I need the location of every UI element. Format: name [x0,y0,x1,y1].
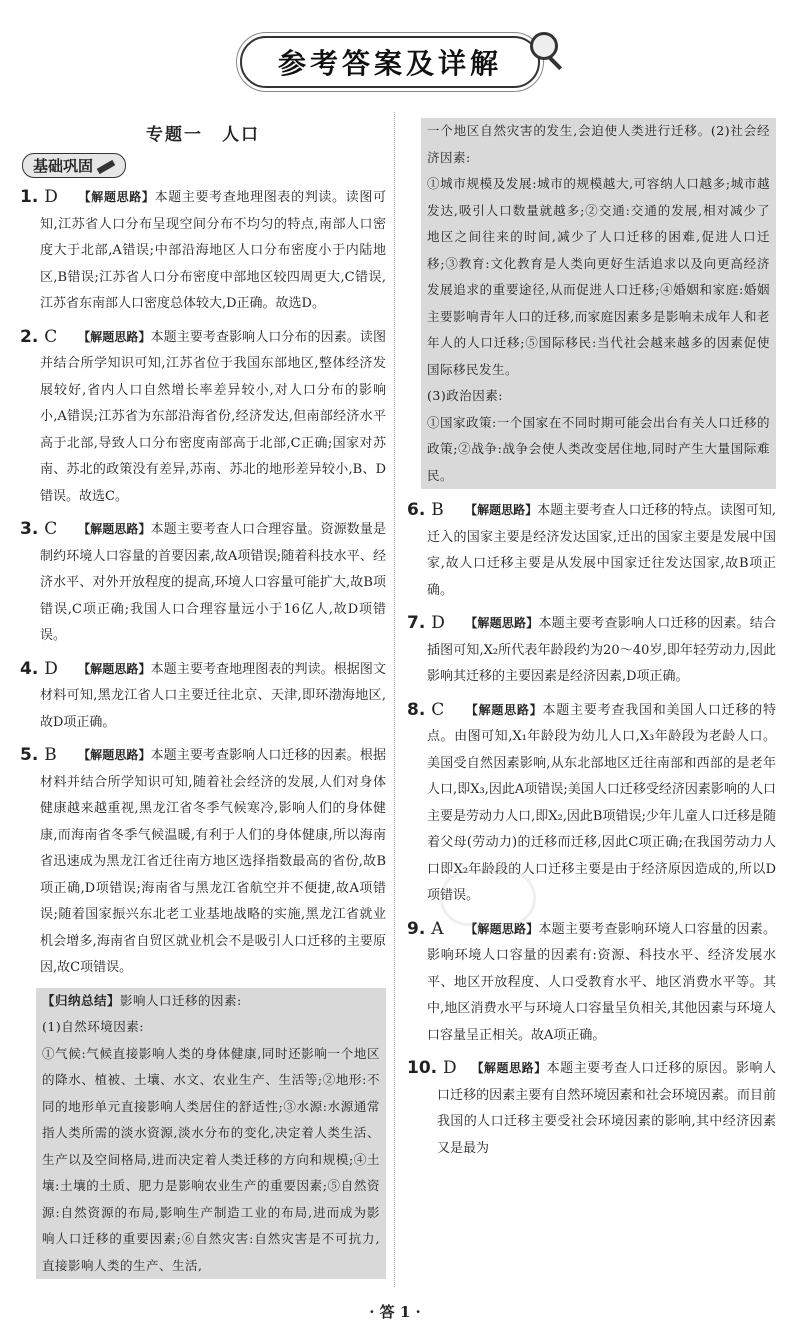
answer-item-2 [20,324,386,511]
item-number: 10. D [407,1058,457,1078]
answer-item-1 [20,184,386,318]
badge-label: 基础巩固 [33,157,94,175]
answer-item-3 [20,516,386,650]
right-column [395,112,790,1168]
answer-item-5 [20,742,386,982]
item-text: 本题主要考查我国和美国人口迁移的特点。由图可知,X₁年龄段为幼儿人口,X₃年龄段为老龄人口。美国受自然因素影响,从东北部地区迁往南部和西部的是老年人口,即X₃,因此A项错误;美国人口迁移受经济因素影响的人口主要是劳动力人口,即X₂,因此B项错误;少年儿童人口迁移是随着父母(劳动力)的迁移而迁移,因此C项正确;在我国劳动力人口即X₂年龄段的人口迁移主要是由于经济原因造成的,所以D项错误。 [427,702,776,903]
summary-part3-title: (3)政治因素: [427,388,503,403]
item-text: 本题主要考查地理图表的判读。根据图文材料可知,黑龙江省人口主要迁往北京、天津,即环渤海地区,故D项正确。 [40,661,386,730]
answer-item-10 [407,1055,776,1162]
summary-part1-text: ①气候:气候直接影响人类的身体健康,同时还影响一个地区的降水、植被、土壤、水文、农业生产、生活等;②地形:不同的地形单元直接影响人类居住的舒适性;③水源:水源通常指人类所需的淡水资源,淡水分布的变化,决定着人类生活、生产以及空间格局,进而决定着人类迁移的方向和规模;④土壤:土壤的土质、肥力是影响农业生产的重要因素;⑤自然资源:自然资源的布局,影响生产制造工业的布局,进而成为影响人口迁移的重要因素;⑥自然灾害:自然灾害是不可抗力,直接影响人类的生产、生活, [42,1045,380,1273]
page-number: · 答 1 · [369,1303,421,1321]
summary-intro: 影响人口迁移的因素: [120,992,242,1008]
summary-box-left [36,988,386,1280]
item-tag: 【解题思路】 [465,921,539,936]
item-text: 本题主要考查影响人口迁移的因素。根据材料并结合所学知识可知,随着社会经济的发展,人们对身体健康越来越重视,黑龙江省冬季气候寒冷,影响人们的身体健康,而海南省冬季气候温暖,有利于人们的身体健康,所以海南省迅速成为黑龙江省迁往南方地区选择指数最高的省份,故B项正确,D项错误;海南省与黑龙江省航空并不便捷,故A项错误;随着国家振兴东北老工业基地战略的实施,黑龙江省就业机会增多,海南省自贸区就业机会不是吸引人口迁移的主要原因,故C项错误。 [40,748,386,975]
answer-item-9 [407,916,776,1050]
item-tag: 【解题思路】 [465,503,538,517]
item-tag: 【解题思路】 [78,522,151,536]
answer-item-4 [20,656,386,737]
item-number: 5. B [20,745,57,765]
item-tag: 【解题思路】 [78,748,151,762]
item-text: 本题主要考查人口迁移的原因。影响人口迁移的因素主要有自然环境因素和社会环境因素。而目前我国的人口迁移主要受社会环境因素的影响,其中经济因素又是最为 [437,1061,776,1156]
summary-part1-title: (1)自然环境因素: [42,1019,144,1034]
answer-item-7 [407,610,776,691]
section-title: 专题一 人口 [146,125,260,145]
summary-tag: 【归纳总结】 [42,992,121,1008]
summary-box-right [421,118,776,489]
item-tag: 【解题思路】 [78,661,151,676]
answer-item-8 [407,697,776,910]
summary-part1-cont: 一个地区自然灾害的发生,会迫使人类进行迁移。(2)社会经济因素: [427,123,770,165]
item-number: 2. C [20,326,58,347]
item-tag: 【解题思路】 [471,1061,547,1075]
item-number: 8. C [407,699,445,720]
item-text: 本题主要考查影响人口分布的因素。读图并结合所学知识可知,江苏省位于我国东部地区,整体经济发展较好,省内人口自然增长率差异较小,对人口分布的影响小,A错误;江苏省为东部沿海省份,经济发达,但南部经济水平高于北部,导致人口分布密度南部高于北部,C正确;国家对苏南、苏北的政策没有差异,苏南、苏北的地形差异较小,B、D错误。故选C。 [40,329,386,504]
item-text: 本题主要考查影响人口迁移的因素。结合插图可知,X₂所代表年龄段约为20～40岁,即年轻劳动力,因此影响其迁移的主要因素是经济因素,D项正确。 [427,616,776,684]
answer-item-6 [407,497,776,604]
page-title: 参考答案及详解 [277,47,502,80]
item-tag: 【解题思路】 [78,190,155,204]
item-tag: 【解题思路】 [78,329,151,344]
item-text: 本题主要考查影响环境人口容量的因素。影响环境人口容量的因素有:资源、科技水平、经济发展水平、地区开放程度、人口受教育水平、地区消费水平等。其中,地区消费水平与环境人口容量呈负相关,其他因素与环境人口容量呈正相关。故A项正确。 [427,921,776,1043]
item-tag: 【解题思路】 [465,702,543,717]
item-number: 3. C [20,519,58,539]
item-text: 本题主要考查人口迁移的特点。读图可知,迁入的国家主要是经济发达国家,迁出的国家主要是发展中国家,故人口迁移主要是从发展中国家迁往发达国家,故B项正确。 [427,503,776,598]
item-number: 7. D [407,613,445,633]
item-tag: 【解题思路】 [465,616,539,630]
item-text: 本题主要考查地理图表的判读。读图可知,江苏省人口分布呈现空间分布不均匀的特点,南部人口密度大于北部,A错误;中部沿海地区人口分布密度小于内陆地区,B错误;江苏省人口分布密度中部地区较四周更大,C错误,江苏省东南部人口密度总体较大,D正确。故选D。 [40,190,386,311]
item-text: 本题主要考查人口合理容量。资源数量是制约环境人口容量的首要因素,故A项错误;随着科技水平、经济水平、对外开放程度的提高,环境人口容量可能扩大,故B项错误,C项正确;我国人口合理容量远小于16亿人,故D项错误。 [40,522,386,643]
item-number: 4. D [20,658,58,679]
left-column [0,112,395,1287]
pencil-icon [97,159,116,173]
item-number: 6. B [407,500,444,520]
summary-part2-text: ①城市规模及发展:城市的规模越大,可容纳人口越多;城市越发达,吸引人口数量就越多;②交通:交通的发展,相对减少了地区之间往来的时间,减少了人口迁移的困难,促进人口迁移;③教育:文化教育是人类向更好生活追求以及向更高经济发展追求的重要途径,从而促进人口迁移;④婚姻和家庭:婚姻主要影响青年人口的迁移,而家庭因素多是影响未成年人和老年人的人口迁移;⑤国际移民:当代社会越来越多的因素促使国际移民发生。 [427,176,770,377]
item-number: 1. D [20,187,58,207]
item-number: 9. A [407,918,444,939]
summary-part3-text: ①国家政策:一个国家在不同时期可能会出台有关人口迁移的政策;②战争:战争会使人类改变居住地,同时产生大量国际难民。 [427,414,770,483]
section-badge [22,153,126,178]
